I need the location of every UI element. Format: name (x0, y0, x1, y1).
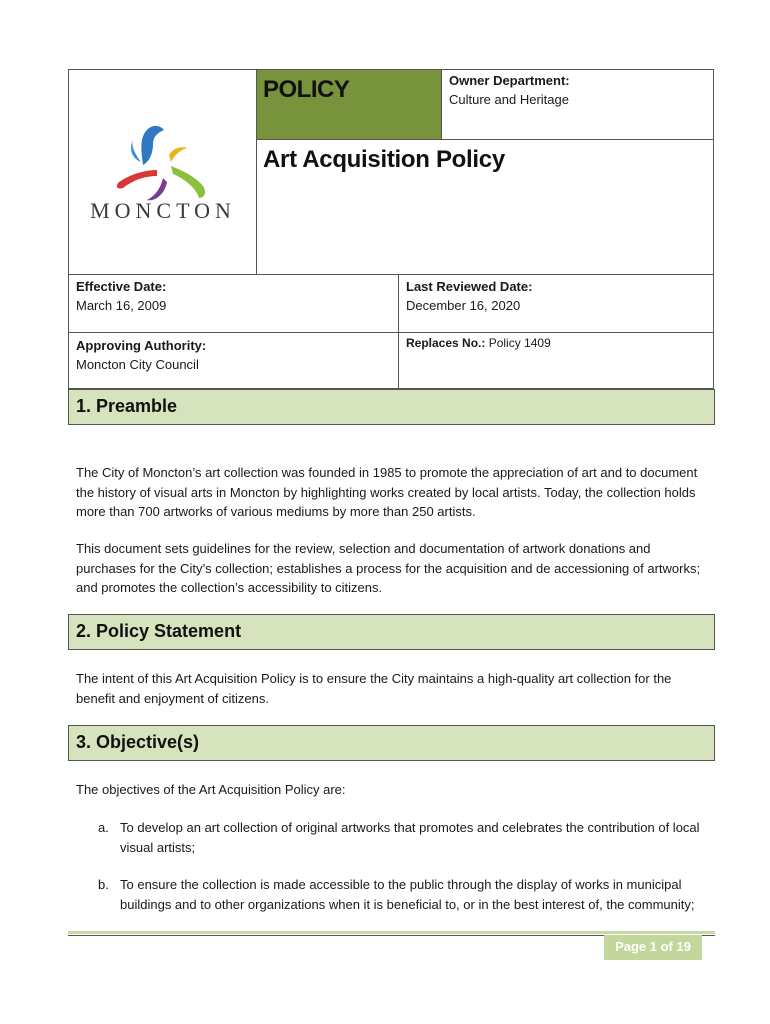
logo-purple-swirl (147, 178, 167, 200)
cell-divider (398, 275, 399, 332)
list-item (98, 875, 710, 933)
logo-text: MONCTON (90, 198, 236, 223)
list-marker: b. (98, 877, 109, 892)
replaces-label: Replaces No.: (406, 336, 486, 350)
logo-cell (69, 70, 257, 274)
section-title: 1. Preamble (76, 396, 178, 416)
owner-department-cell (442, 70, 714, 140)
preamble-paragraph-1: The City of Moncton’s art collection was founded in 1985 to promote the appreciation of art and to document the history of visual arts in Moncton by highlighting works created by local artists. Today, the collection holds more than 700 artworks of various mediums by more than 250 artists. (76, 465, 698, 519)
policy-label: POLICY (263, 76, 350, 103)
preamble-paragraph-2: This document sets guidelines for the review, selection and documentation of artwork donations and purchases for the City’s collection; establishes a process for the acquisition and de accessioning of artworks; and promotes the collection’s accessibility to citizens. (76, 541, 701, 595)
list-marker: a. (98, 820, 109, 835)
section-title: 3. Objective(s) (76, 732, 200, 752)
owner-department-value: Culture and Heritage (449, 92, 569, 107)
section-title: 2. Policy Statement (76, 621, 242, 641)
logo-green-swirl (171, 166, 205, 198)
owner-department-label: Owner Department: (449, 73, 570, 88)
section-header-preamble (68, 389, 715, 425)
page-number: Page 1 of 19 (615, 939, 691, 954)
effective-date-value: March 16, 2009 (76, 298, 167, 313)
replaces-value: Policy 1409 (488, 336, 551, 350)
policy-header-table (68, 69, 714, 389)
list-text: To ensure the collection is made accessible to the public through the display of works in municipal buildings and to other organizations when it is beneficial to, or in the best interest of, the community; (120, 877, 695, 912)
authority-row (69, 332, 714, 389)
logo-yellow-swirl (169, 147, 187, 162)
title-cell (257, 140, 714, 274)
dates-row (69, 274, 714, 332)
approving-authority-value: Moncton City Council (76, 357, 199, 372)
list-text: To develop an art collection of original artworks that promotes and celebrates the contribution of local visual artists; (120, 820, 700, 855)
section-header-policy-statement (68, 614, 715, 650)
footer-rule (68, 931, 715, 934)
policy-title: Art Acquisition Policy (263, 146, 505, 173)
replaces-field (406, 336, 551, 350)
last-reviewed-label: Last Reviewed Date: (406, 279, 533, 294)
policy-label-cell (257, 70, 442, 140)
page-number-badge (604, 935, 702, 960)
last-reviewed-value: December 16, 2020 (406, 298, 521, 313)
objectives-intro: The objectives of the Art Acquisition Policy are: (76, 782, 346, 797)
logo-blue-swirl (141, 126, 164, 165)
effective-date-label: Effective Date: (76, 279, 167, 294)
approving-authority-label: Approving Authority: (76, 338, 207, 353)
logo-red-swirl (117, 170, 157, 189)
section-header-objectives (68, 725, 715, 761)
list-item (98, 818, 710, 858)
moncton-logo (69, 70, 257, 274)
policy-statement-paragraph: The intent of this Art Acquisition Policy is to ensure the City maintains a high-quality art collection for the benefit and enjoyment of citizens. (76, 671, 672, 706)
cell-divider (398, 333, 399, 390)
